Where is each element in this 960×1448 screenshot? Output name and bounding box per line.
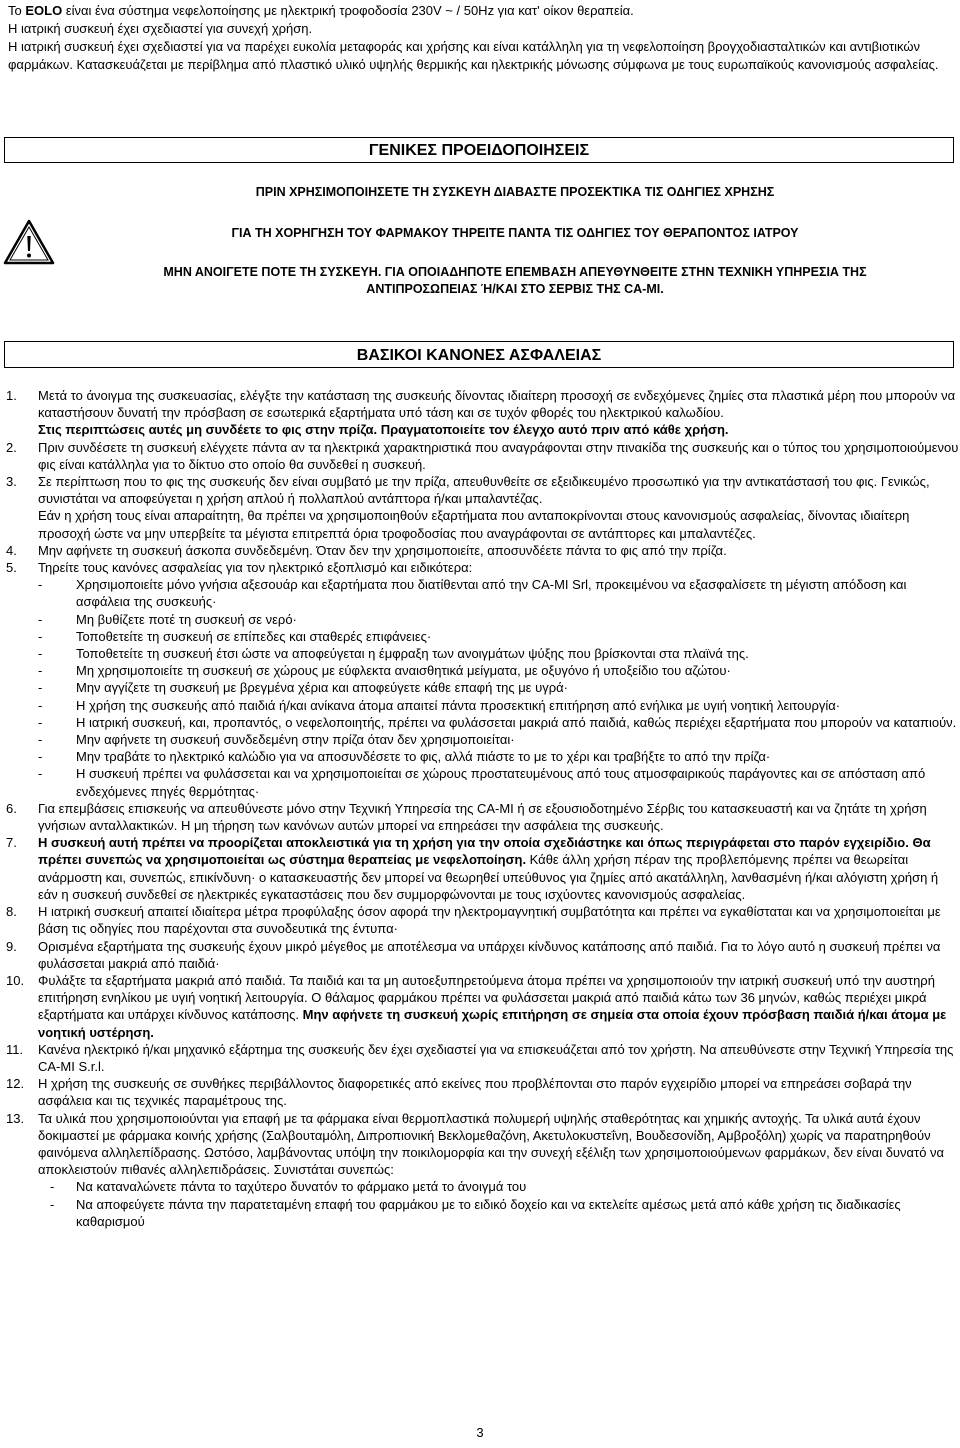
general-warnings-title: ΓΕΝΙΚΕΣ ΠΡΟΕΙΔΟΠΟΙΗΣΕΙΣ	[4, 137, 954, 163]
rule-4: 4. Μην αφήνετε τη συσκευή άσκοπα συνδεδεμένη. Όταν δεν την χρησιμοποιείτε, αποσυνδέετε πάντα το φις από την πρίζα.	[6, 542, 727, 558]
warning-read-instructions: ΠΡΙΝ ΧΡΗΣΙΜΟΠΟΙΗΣΕΤΕ ΤΗ ΣΥΣΚΕΥΗ ΔΙΑΒΑΣΤΕ ΠΡΟΣΕΚΤΙΚΑ ΤΙΣ ΟΔΗΓΙΕΣ ΧΡΗΣΗΣ	[255, 185, 775, 199]
warning-do-not-open-1: ΜΗΝ ΑΝΟΙΓΕΤΕ ΠΟΤΕ ΤΗ ΣΥΣΚΕΥΗ. ΓΙΑ ΟΠΟΙΑΔΗΠΟΤΕ ΕΠΕΜΒΑΣΗ ΑΠΕΥΘΥΝΘΕΙΤΕ ΣΤΗΝ ΤΕΧΝΙΚΗ ΥΠΗΡΕΣΙΑ ΤΗΣ	[163, 265, 867, 279]
rule-5-item: - Τοποθετείτε τη συσκευή έτσι ώστε να αποφεύγεται η έμφραξη των ανοιγμάτων ψύξης που βρίσκονται στα πλαϊνά της.	[38, 646, 749, 662]
rule-5-item: - Μη βυθίζετε ποτέ τη συσκευή σε νερό·	[38, 611, 297, 627]
warning-triangle-icon	[2, 218, 56, 266]
rule-5-item: - Μην αγγίζετε τη συσκευή με βρεγμένα χέρια και αποφεύγετε κάθε επαφή της με υγρά·	[38, 680, 568, 696]
rule-13-item: - Να αποφεύγετε πάντα την παρατεταμένη επαφή του φαρμάκου με το ειδικό δοχείο και να εκτελείτε αμέσως μετά από κάθε χρήση τις διαδικασίες καθαρισμού	[50, 1196, 901, 1229]
rule-7: 7. Η συσκευή αυτή πρέπει να προορίζεται αποκλειστικά για τη χρήση για την οποία σχεδιάστηκε και όπως περιγράφεται στο παρόν εγχειρίδιο. Θα πρέπει συνεπώς να χρησιμοποιείται ως σύστημα θεραπείας με νεφελοποίηση. Κάθε άλλη χρήση πέραν της προβλεπόμενης πρέπει να θεωρείται ανάρμοστη και, συνεπώς, επικίνδυνη· ο κατασκευαστής δεν μπορεί να θεωρηθεί υπεύθυνος για ζημίες από ακατάλληλη, λανθασμένη ή/και αλόγιστη χρήση ή εάν η συσκευή συνδεθεί σε ηλεκτρικές εγκαταστάσεις που δεν συμμορφώνονται με τους ισχύοντες κανονισμούς ασφαλείας.	[6, 835, 939, 902]
rule-5-item: - Χρησιμοποιείτε μόνο γνήσια αξεσουάρ και εξαρτήματα που διατίθενται από την CA-MI Srl, προκειμένου να εξασφαλίσετε τη μέγιστη απόδοση και ασφάλεια της συσκευής·	[38, 577, 907, 610]
rule-5-item: - Μη χρησιμοποιείτε τη συσκευή σε χώρους με εύφλεκτα αναισθητικά μείγματα, με οξυγόνο ή υποξείδιο του αζώτου·	[38, 663, 731, 679]
warning-doctor-instructions: ΓΙΑ ΤΗ ΧΟΡΗΓΗΣΗ ΤΟΥ ΦΑΡΜΑΚΟΥ ΤΗΡΕΙΤΕ ΠΑΝΤΑ ΤΙΣ ΟΔΗΓΙΕΣ ΤΟΥ ΘΕΡΑΠΟΝΤΟΣ ΙΑΤΡΟΥ	[231, 226, 799, 240]
rule-5-item: - Η χρήση της συσκευής από παιδιά ή/και ανίκανα άτομα απαιτεί πάντα προσεκτική επιτήρηση από ενήλικα με υγιή νοητική λειτουργία·	[38, 697, 841, 713]
rule-1: 1. Μετά το άνοιγμα της συσκευασίας, ελέγξτε την κατάσταση της συσκευής δίνοντας ιδιαίτερη προσοχή σε ενδεχόμενες ζημίες στα πλαστικά μέρη που μπορούν να καταστήσουν δυνατή την πρόσβαση σε εσωτερικά εξαρτήματα υπό τάση και σε τυχόν φθορές του ηλεκτρικού καλωδίου. Στις περιπτώσεις αυτές μη συνδέετε το φις στην πρίζα. Πραγματοποιείτε τον έλεγχο αυτό πριν από κάθε χρήση.	[6, 388, 956, 438]
rule-5-item: - Η συσκευή πρέπει να φυλάσσεται και να χρησιμοποιείται σε χώρους προστατευμένους από τους ατμοσφαιρικούς παράγοντες και σε απόσταση από ενδεχόμενες πηγές θερμότητας·	[38, 766, 926, 799]
intro-line-2: Η ιατρική συσκευή έχει σχεδιαστεί για συνεχή χρήση.	[8, 21, 313, 36]
rule-3: 3. Σε περίπτωση που το φις της συσκευής δεν είναι συμβατό με την πρίζα, απευθυνθείτε σε εξειδικευμένο προσωπικό για την αντικατάστασή του φις. Γενικώς, συνιστάται να αποφεύγεται η χρήση απλού ή πολλαπλού αντάπτορα ή/και μπαλαντέζας. Εάν η χρήση τους είναι απαραίτητη, θα πρέπει να χρησιμοποιηθούν εξαρτήματα που ανταποκρίνονται στους κανονισμούς ασφαλείας, δίνοντας ιδιαίτερη προσοχή ώστε να μην υπερβείτε τα μέγιστα επιτρεπτά όρια τροφοδοσίας που αναγράφονται σε αντάπτορες και μπαλαντέζες.	[6, 474, 930, 541]
safety-rules-title: ΒΑΣΙΚΟΙ ΚΑΝΟΝΕΣ ΑΣΦΑΛΕΙΑΣ	[4, 341, 954, 368]
rule-13-item: - Να καταναλώνετε πάντα το ταχύτερο δυνατόν το φάρμακο μετά το άνοιγμά του	[50, 1179, 527, 1195]
intro-line-1: Το EOLO είναι ένα σύστημα νεφελοποίησης με ηλεκτρική τροφοδοσία 230V ~ / 50Hz για κατ' οίκον θεραπεία.	[8, 3, 634, 18]
intro-text	[8, 2, 952, 74]
rule-8: 8. Η ιατρική συσκευή απαιτεί ιδιαίτερα μέτρα προφύλαξης όσον αφορά την ηλεκτρομαγνητική συμβατότητα και πρέπει να εγκαθίσταται και να χρησιμοποιείται με βάση τις οδηγίες που παρέχονται στα συνοδευτικά της έντυπα·	[6, 904, 941, 937]
rule-5-item: - Μην τραβάτε το ηλεκτρικό καλώδιο για να αποσυνδέσετε το φις, αλλά πιάστε το με το χέρι και τραβήξτε το από την πρίζα·	[38, 749, 771, 765]
rule-2: 2. Πριν συνδέσετε τη συσκευή ελέγχετε πάντα αν τα ηλεκτρικά χαρακτηριστικά που αναγράφονται στην πινακίδα της συσκευής και ο τύπος του χρησιμοποιούμενου φις είναι κατάλληλα για το δίκτυο στο οποίο θα συνδεθεί η συσκευή.	[6, 439, 959, 472]
intro-line-3: Η ιατρική συσκευή έχει σχεδιαστεί για να παρέχει ευκολία μεταφοράς και χρήσης και είναι κατάλληλη για τη νεφελοποίηση βρογχοδιασταλτικών και αντιβιοτικών φαρμάκων. Κατασκευάζεται με περίβλημα από πλαστικό υλικό υψηλής θερμικής και ηλεκτρικής μόνωσης σύμφωνα με τους ευρωπαϊκούς κανονισμούς ασφαλείας.	[8, 39, 939, 72]
rule-6: 6. Για επεμβάσεις επισκευής να απευθύνεστε μόνο στην Τεχνική Υπηρεσία της CA-MI ή σε εξουσιοδοτημένο Σέρβις του κατασκευαστή και να ζητάτε τη χρήση γνήσιων ανταλλακτικών. Η μη τήρηση των κανόνων αυτών μπορεί να επηρεάσει την ασφάλεια της συσκευής.	[6, 800, 927, 834]
rule-13: 13. Τα υλικά που χρησιμοποιούνται για επαφή με τα φάρμακα είναι θερμοπλαστικά πολυμερή υψηλής σταθερότητας και χημικής αντοχής. Τα υλικά αυτά έχουν δοκιμαστεί με φάρμακα κοινής χρήσης (Σαλβουταμόλη, Διπροπιονική Βεκλομεθαζόνη, Ακετυλοκυστεΐνη, Βουδεσονίδη, Αμβροξόλη) χωρίς να παρατηρηθούν φαινόμενα αλληλεπίδρασης. Ωστόσο, λαμβάνοντας υπόψη την ποικιλομορφία και την συνεχή εξέλιξη των χρησιμοποιούμενων φαρμάκων, δεν είναι δυνατό να αποκλειστούν πιθανές αλληλεπιδράσεις. Συνιστάται συνεπώς:	[6, 1110, 945, 1178]
rule-12: 12. Η χρήση της συσκευής σε συνθήκες περιβάλλοντος διαφορετικές από εκείνες που προβλέπονται στο παρόν εγχειρίδιο μπορεί να επηρεάσει σοβαρά την ασφάλεια και τις τεχνικές παραμέτρους της.	[6, 1076, 912, 1109]
page-number: 3	[476, 1425, 484, 1440]
warning-do-not-open-2: ΑΝΤΙΠΡΟΣΩΠΕΙΑΣ Ή/ΚΑΙ ΣΤΟ ΣΕΡΒΙΣ ΤΗΣ CA-MI.	[366, 282, 664, 296]
rule-10: 10. Φυλάξτε τα εξαρτήματα μακριά από παιδιά. Τα παιδιά και τα μη αυτοεξυπηρετούμενα άτομα πρέπει να χρησιμοποιούν την ιατρική συσκευή υπό την αυστηρή επιτήρηση ενηλίκου με υγιή νοητική λειτουργία. Ο θάλαμος φαρμάκου πρέπει να φυλάσσεται μακριά από παιδιά κάτω των 36 μηνών, καθώς περιέχει μικρά εξαρτήματα και υπάρχει κίνδυνος κατάποσης. Μην αφήνετε τη συσκευή χωρίς επιτήρηση σε σημεία στα οποία έχουν πρόσβαση παιδιά ή/και άτομα με νοητική υστέρηση.	[6, 972, 947, 1040]
brand-name: EOLO	[25, 3, 63, 18]
rule-5-item: - Τοποθετείτε τη συσκευή σε επίπεδες και σταθερές επιφάνειες·	[38, 628, 432, 644]
safety-rules-list	[0, 387, 960, 1230]
rule-9: 9. Ορισμένα εξαρτήματα της συσκευής έχουν μικρό μέγεθος με αποτέλεσμα να υπάρχει κίνδυνος κατάποσης από παιδιά. Για το λόγο αυτό η συσκευή πρέπει να φυλάσσεται μακριά από παιδιά·	[6, 938, 941, 971]
rule-5: 5. Τηρείτε τους κανόνες ασφαλείας για τον ηλεκτρικό εξοπλισμό και ειδικότερα:	[6, 560, 473, 576]
rule-11: 11. Κανένα ηλεκτρικό ή/και μηχανικό εξάρτημα της συσκευής δεν έχει σχεδιαστεί για να επισκευάζεται από τον χρήστη. Να απευθύνεστε στην Τεχνική Υπηρεσία της CA-MI S.r.l.	[6, 1041, 954, 1074]
rule-5-item: - Η ιατρική συσκευή, και, προπαντός, ο νεφελοποιητής, πρέπει να φυλάσσεται μακριά από παιδιά, καθώς περιέχει εξαρτήματα που μπορούν να καταπιούν.	[38, 714, 957, 730]
rule-5-item: - Μην αφήνετε τη συσκευή συνδεδεμένη στην πρίζα όταν δεν χρησιμοποιείται·	[38, 732, 515, 748]
